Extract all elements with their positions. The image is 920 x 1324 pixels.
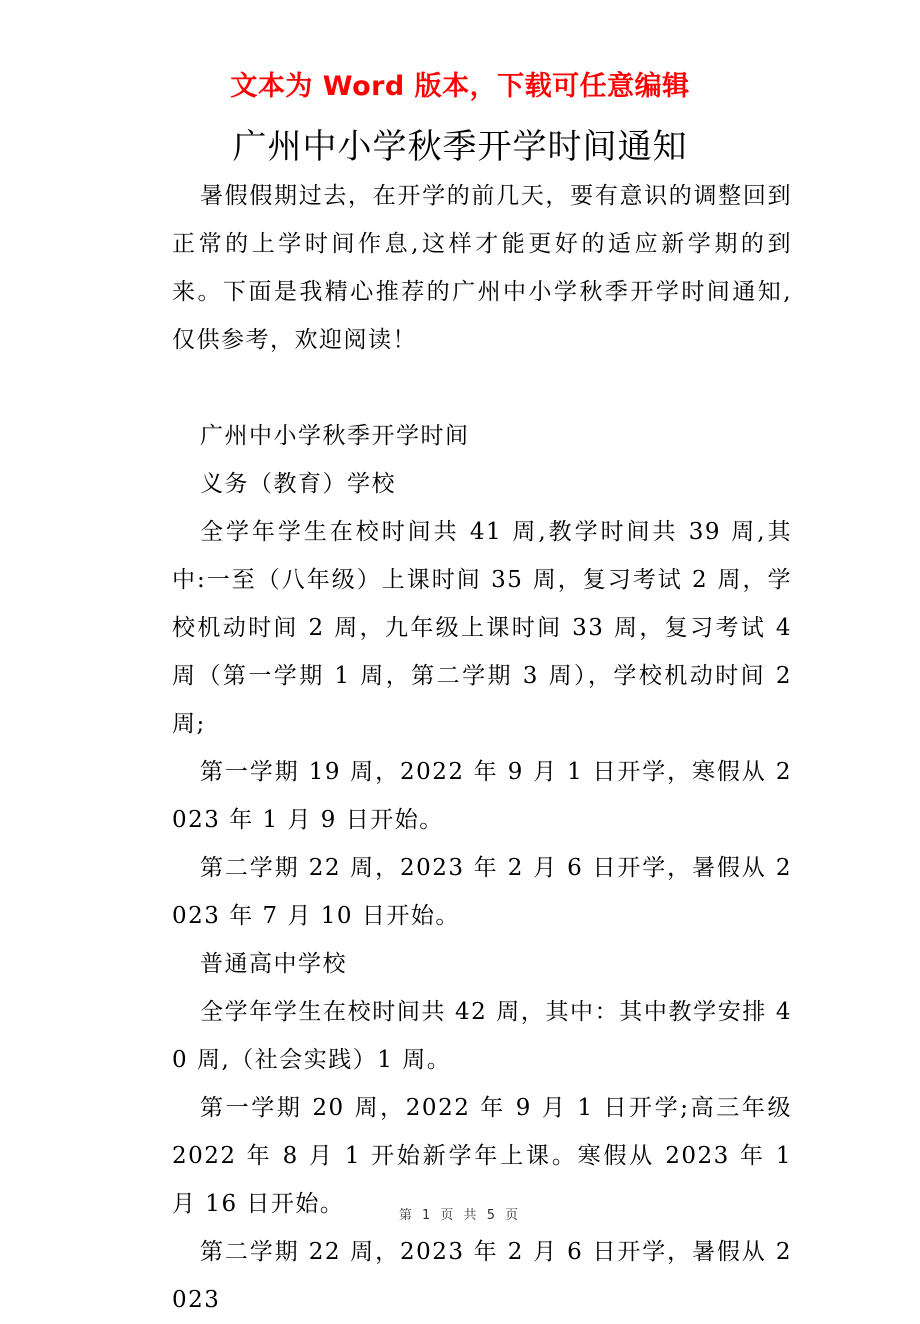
section-heading-compulsory-education: 义务（教育）学校	[200, 471, 396, 497]
paragraph-compulsory-first-term: 第一学期 19 周，2022 年 9 月 1 日开学，寒假从 2023 年 1 月 9 日开始。	[172, 759, 792, 833]
page-number-footer: 第 1 页 共 5 页	[398, 1208, 522, 1223]
word-version-banner: 文本为 Word 版本，下载可任意编辑	[230, 71, 690, 102]
paragraph-compulsory-second-term: 第二学期 22 周，2023 年 2 月 6 日开学，暑假从 2023 年 7 月 10 日开始。	[172, 855, 792, 929]
paragraph-high-school-weeks: 全学年学生在校时间共 42 周，其中：其中教学安排 40 周,（社会实践）1 周。	[172, 999, 792, 1073]
document-title: 广州中小学秋季开学时间通知	[232, 127, 688, 167]
paragraph-spacer	[172, 364, 792, 412]
paragraph-high-school-first-term: 第一学期 20 周，2022 年 9 月 1 日开学;高三年级 2022 年 8 月 1 开始新学年上课。寒假从 2023 年 1 月 16 日开始。	[172, 1095, 792, 1217]
section-heading-guangzhou-start-time: 广州中小学秋季开学时间	[200, 423, 470, 449]
intro-paragraph: 暑假假期过去，在开学的前几天，要有意识的调整回到正常的上学时间作息,这样才能更好的适应新学期的到来。下面是我精心推荐的广州中小学秋季开学时间通知,仅供参考，欢迎阅读！	[172, 183, 792, 353]
paragraph-high-school-second-term: 第二学期 22 周，2023 年 2 月 6 日开学，暑假从 2023	[172, 1239, 792, 1313]
paragraph-compulsory-weeks: 全学年学生在校时间共 41 周,教学时间共 39 周,其中:一至（八年级）上课时间 35 周，复习考试 2 周，学校机动时间 2 周，九年级上课时间 33 周，复习考试 4 周（第一学期 1 周，第二学期 3 周），学校机动时间 2 周;	[172, 519, 792, 737]
document-body	[172, 172, 792, 1324]
section-heading-high-school: 普通高中学校	[200, 951, 347, 977]
